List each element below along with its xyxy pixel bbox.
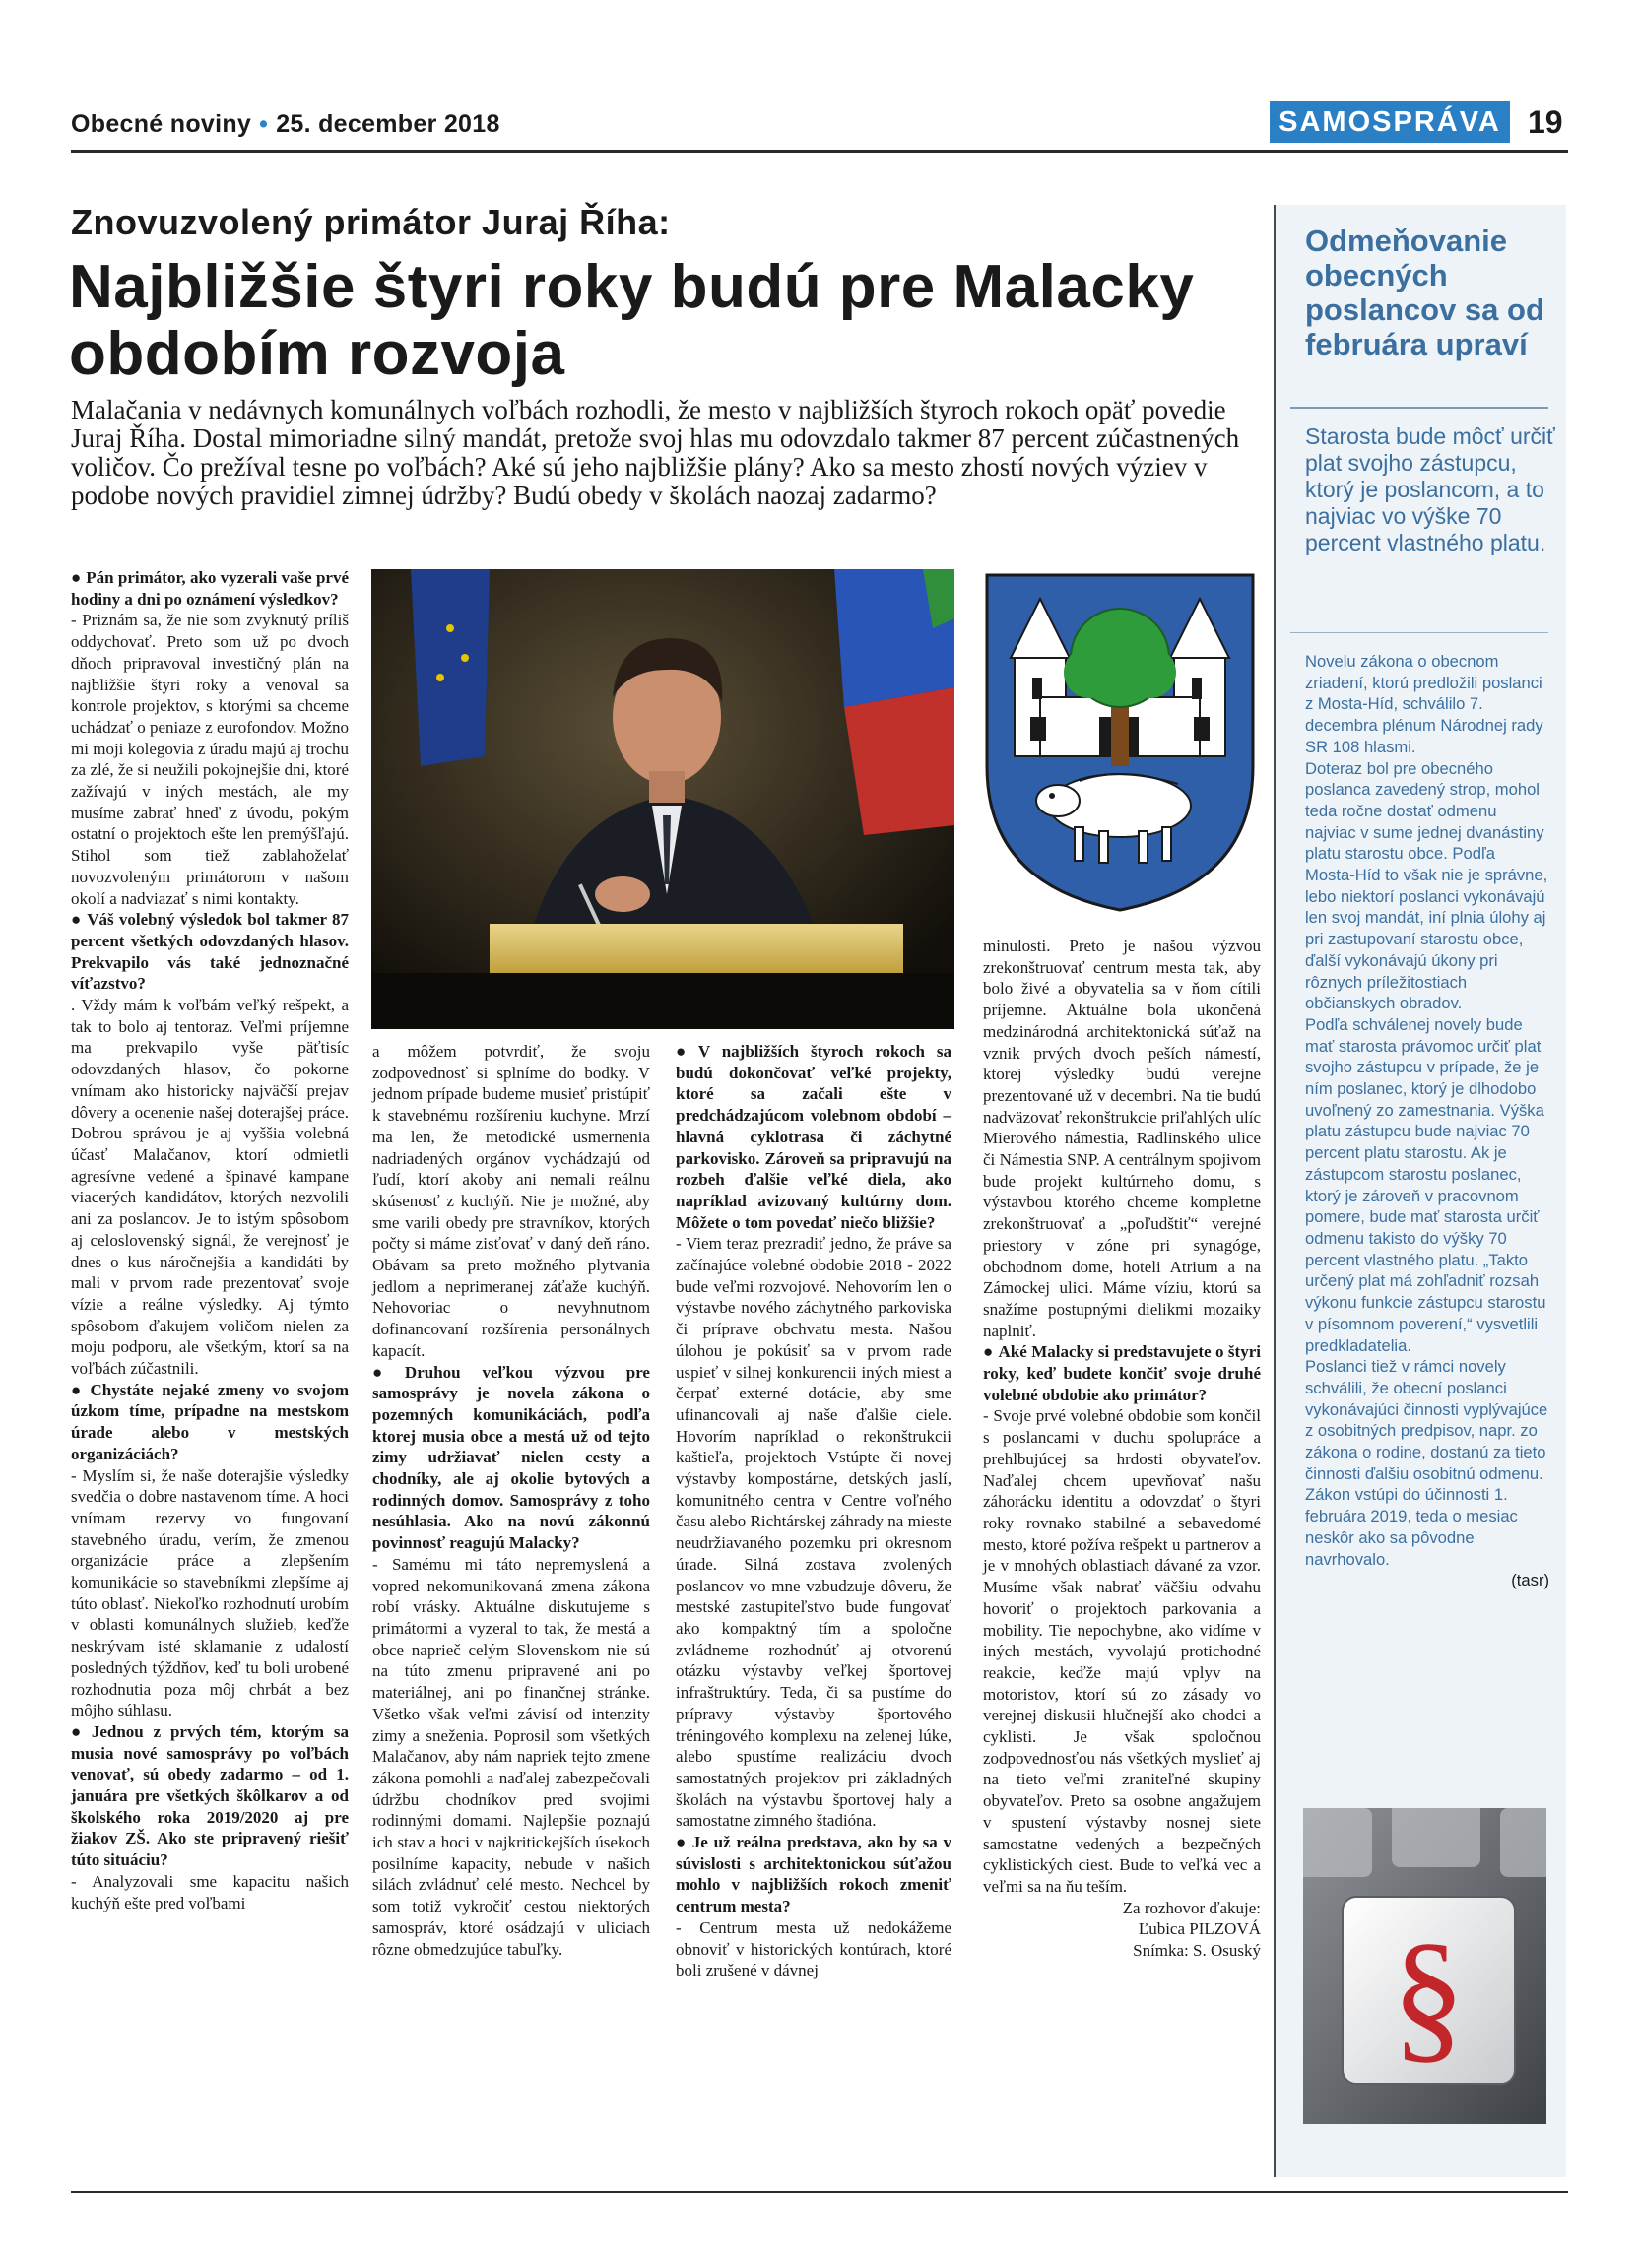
question: ● Aké Malacky si predstavujete o štyri roky, keď budete končiť svoje druhé volebné obdobie ako primátor? <box>983 1341 1261 1405</box>
question: ● Je už reálna predstava, ako by sa v súvislosti s architektonickou súťažou mohlo v najbližších rokoch zmeniť centrum mesta? <box>676 1832 951 1917</box>
answer: - Centrum mesta už nedokážeme obnoviť v historických kontúrach, ktoré boli zrušené v dávnej <box>676 1917 951 1980</box>
answer: - Priznám sa, že nie som zvyknutý príliš oddychovať. Preto som už po dvoch dňoch pripravoval investičný plán na najbližšie štyri roky a venoval sa kontrole projektov, s ktorými sa chceme uchádzať o peniaze z eurofondov. Možno mi moji kolegovia z úradu majú aj trochu za zlé, že si neužili pokojnejšie dni, ktoré zažívajú v iných mestách, ale my musíme zabrať hneď z úvodu, pokým ostatní o projektoch ešte len premýšľajú. Stihol som tiež zablahoželať novozvoleným primátorom v našom okolí a nadviazať s nimi kontakty. <box>71 611 349 908</box>
credit-author: Ľubica PILZOVÁ <box>1138 1919 1261 1939</box>
publication-name: Obecné noviny <box>71 110 252 138</box>
article-headline: Najbližšie štyri roky budú pre Malacky obdobím rozvoja <box>69 253 1195 388</box>
answer: - Analyzovali sme kapacitu našich kuchýň ešte pred voľbami <box>71 1871 349 1912</box>
credit-photo: Snímka: S. Osuský <box>1133 1941 1261 1961</box>
mayor-photo <box>371 569 954 1029</box>
answer: a môžem potvrdiť, že svoju zodpovednosť si splníme do bodky. V jednom prípade budeme musieť pristúpiť k stavebnému rozšíreniu kuchyne. Mrzí ma len, že metodické usmernenia nadriadených orgánov vychádzajú od ľudí, ktorí akoby ani nemali reálnu skúsenosť z kuchýň. Nie je možné, aby sme varili obedy pre stravníkov, ktorých počty si máme zisťovať v daný deň ráno. Obávam sa preto možného plytvania jedlom a neprimeranej záťaže kuchýň. Nehovoriac o nevyhnutnom dofinancovaní rozšírenia personálnych kapacít. <box>372 1042 650 1360</box>
question: ● V najbližších štyroch rokoch sa budú dokončovať veľké projekty, ktoré sa začali ešte v predchádzajúcom volebnom období – hlavná cyklotrasa či záchytné parkovisko. Zároveň sa pripravujú na rozbeh ďalšie veľké diela, ako napríklad avizovaný kultúrny dom. Môžete o tom povedať niečo bližšie? <box>676 1041 951 1233</box>
sidebar-deck: Starosta bude môcť určiť plat svojho zástupcu, ktorý je poslancom, a to najviac vo výške 70 percent vlastného platu. <box>1305 423 1555 555</box>
question: ● Druhou veľkou výzvou pre samosprávy je novela zákona o pozemných komunikáciách, podľa ktorej musia obce a mestá už od tejto zimy udržiavať nielen cesty a chodníky, ale aj okolie bytových a rodinných domov. Samosprávy z toho nesúhlasia. Ako na novú zákonnú povinnosť reagujú Malacky? <box>372 1362 650 1554</box>
paragraph-key-photo <box>1303 1808 1546 2124</box>
answer: minulosti. Preto je našou výzvou zrekonštruovať centrum mesta tak, aby bolo živé a obyvatelia sa v ňom cítili príjemne. Aktuálne bola ukončená medzinárodná architektonická súťaž na vznik prvých dvoch peších námestí, ktorej výsledky budú verejne prezentované už v decembri. Na tie budú nadväzovať rekonštrukcie priľahlých ulíc Mierového námestia, Radlinského ulice či Námestia SNP. A centrálnym spojivom bude projekt kultúrneho domu, s výstavbou ktorého chceme kompletne zrekonštruovať a „poľudštiť“ verejné priestory v zóne pri synagóge, obchodnom dome, hoteli Atrium a na Zámockej ulici. Máme víziu, ktorú sa snažíme postupnými dielikmi mozaiky naplniť. <box>983 937 1261 1340</box>
credit-interview: Za rozhovor ďakuje: <box>1122 1898 1261 1917</box>
article-lead: Malačania v nedávnych komunálnych voľbách rozhodli, že mesto v najbližších štyroch rokoch opäť povedie Juraj Říha. Dostal mimoriadne silný mandát, pretože svoj hlas mu odovzdalo takmer 87 percent zúčastnených voličov. Čo prežíval tesne po voľbách? Aké sú jeho najbližšie plány? Ako sa mesto zhostí nových výziev v podobe nových pravidiel zimnej údržby? Budú obedy v školách naozaj zadarmo? <box>71 395 1240 510</box>
article-column-3 <box>676 1041 951 1981</box>
article-column-2 <box>372 1041 650 1960</box>
sidebar-title: Odmeňovanie obecných poslancov sa od februára upraví <box>1305 224 1544 361</box>
sidebar-body <box>1305 651 1549 1591</box>
section-label: SAMOSPRÁVA <box>1270 101 1510 143</box>
answer: - Viem teraz prezradiť jedno, že práve sa začínajúce volebné obdobie 2018 - 2022 bude veľmi rozvojové. Nehovorím len o výstavbe nového záchytného parkoviska či príprave obchvatu mesta. Našou úlohou je pokúsiť sa v prvom rade uspieť v silnej konkurencii iných miest a čerpať externé dotácie, aby sme ufinancovali aj naše ďalšie ciele. Hovorím napríklad o rekonštrukcii kaštieľa, projektoch Vstúpte či novej výstavby kompostárne, detských jaslí, komunitného centra v Centre voľného času alebo Richtárskej záhrady na mieste neudržiavaného pozemku pri okresnom úrade. Silná zostava zvolených poslancov vo mne vzbudzuje dôveru, že mestské zastupiteľstvo bude fungovať ako kompaktný tím a spoločne zvládneme rozhodnúť aj otvorenú otázku výstavby veľkej športovej infraštruktúry. Teda, či sa pustíme do prípravy výstavby športového tréningového komplexu na zelenej lúke, alebo spustíme realizáciu dvoch samostatných projektov pri základných školách na výstavbu športovej haly a samostatne zimného štadióna. <box>676 1234 951 1831</box>
sidebar-paragraph: Poslanci tiež v rámci novely schválili, že obecní poslanci vykonávajúci činnosti vyplývajúce z osobitných predpisov, napr. zo zákona o rodine, dostanú za tieto činnosti ďalšiu osobitnú odmenu. Zákon vstúpi do účinnosti 1. februára 2019, teda o mesiac neskôr ako sa pôvodne navrhovalo. <box>1305 1357 1548 1569</box>
article-column-4 <box>983 936 1261 1962</box>
footer-divider <box>71 2191 1568 2193</box>
issue-date: 25. december 2018 <box>276 110 500 138</box>
sidebar-paragraph: Doteraz bol pre obecného poslanca zavedený strop, mohol teda ročne dostať odmenu najviac v sume jednej dvanástiny platu starostu obce. Podľa Mosta-Híd to však nie je správne, lebo niektorí poslanci vykonávajú len svoj mandát, iní plnia úlohy aj pri zastupovaní starostu obce, ďalší vykonávajú úkony pri rôznych príležitostiach občianskych obradov. <box>1305 758 1548 1013</box>
question: ● Pán primátor, ako vyzerali vaše prvé hodiny a dni po oznámení výsledkov? <box>71 567 349 610</box>
answer: - Myslím si, že naše doterajšie výsledky svedčia o dobre nastavenom tíme. A hoci vnímam rezervy vo fungovaní stavebného úradu, verím, že zmenou organizácie práce a zlepšením komunikácie so stavebníkmi zlepšíme aj túto oblasť. Niekoľko rozhodnutí urobím v oblasti komunálnych služieb, keďže neskrývam isté sklamanie z udalostí posledných týždňov, keď tu boli urobené rozhodnutia poza môj chrbát a bez môjho súhlasu. <box>71 1465 349 1720</box>
answer: - Svoje prvé volebné obdobie som končil s poslancami v duchu spolupráce a prehlbujúcej sa hrdosti obyvateľov. Naďalej chcem upevňovať našu záhorácku identitu a odovzdať o štyri roky rovnako stabilné a sebavedomé mesto, ktoré požíva rešpekt u partnerov a je v mnohých oblastiach dávané za vzor. Musíme však nabrať väčšiu odvahu hovoriť o projektoch parkovania a mobility. Tie nepochybne, ako vidíme v iných mestách, vyvolajú protichodné reakcie, keďže majú vplyv na motoristov, ktorí sú zo zásady vo verejnej diskusii hlučnejší ako chodci a cyklisti. Je však spoločnou zodpovednosťou nás všetkých myslieť aj na tieto veľmi zraniteľné skupiny obyvateľov. Preto sa osobne angažujem v spustení výstavby nosnej siete samostatne vedených a bezpečných cyklistických ciest. Bude to veľká vec a veľmi sa na ňu teším. <box>983 1406 1261 1896</box>
sidebar-paragraph: Podľa schválenej novely bude mať starosta právomoc určiť plat svojho zástupcu v prípade, že je ním poslanec, ktorý je dlhodobo uvoľnený zo zamestnania. Výška platu zástupcu bude najviac 70 percent platu starostu. Ak je zástupcom starostu poslanec, ktorý je zároveň v pracovnom pomere, bude mať starosta určiť odmenu takisto do výšky 70 percent vlastného platu. „Takto určený plat má zohľadniť rozsah výkonu funkcie zástupcu starostu v písomnom poverení,“ vysvetlili predkladatelia. <box>1305 1014 1546 1355</box>
header-divider <box>71 150 1568 153</box>
masthead <box>71 110 500 139</box>
sidebar-paragraph: Novelu zákona o obecnom zriadení, ktorú predložili poslanci z Mosta-Híd, schválilo 7. decembra plénum Národnej rady SR 108 hlasmi. <box>1305 652 1543 756</box>
article-kicker: Znovuzvolený primátor Juraj Říha: <box>71 202 671 242</box>
sidebar-source: (tasr) <box>1511 1571 1549 1590</box>
sidebar-divider <box>1290 632 1548 633</box>
page-number: 19 <box>1528 104 1563 140</box>
question: ● Váš volebný výsledok bol takmer 87 percent všetkých odovzdaných hlasov. Prekvapilo vás také jednoznačné víťazstvo? <box>71 909 349 995</box>
paragraph-sign-icon: § <box>1391 1913 1466 2077</box>
question: ● Chystáte nejaké zmeny vo svojom úzkom tíme, prípadne na mestskom úrade alebo v mestských organizáciách? <box>71 1380 349 1465</box>
separator-dot: • <box>259 110 269 138</box>
sidebar-divider <box>1290 407 1548 409</box>
answer: - Samému mi táto nepremyslená a vopred nekomunikovaná zmena zákona robí vrásky. Aktuálne diskutujeme s primátormi a vyzeral to tak, že mestá a obce naprieč celým Slovenskom nie sú na túto zmenu pripravené ani po materiálnej, ani po finančnej stránke. Všetko však veľmi závisí od intenzity zimy a sneženia. Poprosil som všetkých Malačanov, aby nám napriek tejto zmene zákona pomohli a naďalej zabezpečovali údržbu chodníkov pred svojimi rodinnými domami. Najlepšie poznajú ich stav a hoci v najkritickejších úsekoch posilníme kapacity, nebude v našich silách zvládnuť celé mesto. Nechcel by som totiž vykročiť cestou niektorých samospráv, ktoré osádzajú v uliciach rôzne obmedzujúce tabuľky. <box>372 1554 650 1959</box>
article-column-1 <box>71 567 349 1913</box>
answer: . Vždy mám k voľbám veľký rešpekt, a tak to bolo aj tentoraz. Veľmi príjemne ma prekvapilo vyše päťtisíc odovzdaných hlasov, čo pokorne vnímam ako historicky najväčší prejav dôvery a ocenenie našej doterajšej práce. Dobrou správou je aj vyššia volebná účasť Malačanov, ktorí odmietli agresívne vedené a špinavé kampane viacerých kandidátov, ktorých nezvolili ani za poslancov. Je to istým spôsobom aj celoslovenský signál, že verejnosť je dnes o kus náročnejšia a kandidáti by mali v prvom rade prezentovať svoje vízie a reálne výsledky. Aj týmto spôsobom ďakujem voličom nielen za moju podporu, ale všetkým, ktorí sa na voľbách zúčastnili. <box>71 996 349 1379</box>
malacky-coat-of-arms <box>981 569 1259 914</box>
question: ● Jednou z prvých tém, ktorým sa musia nové samosprávy po voľbách venovať, sú obedy zadarmo – od 1. januára pre všetkých škôlkarov a od školského roka 2019/2020 aj pre žiakov ZŠ. Ako ste pripravený riešiť túto situáciu? <box>71 1721 349 1871</box>
